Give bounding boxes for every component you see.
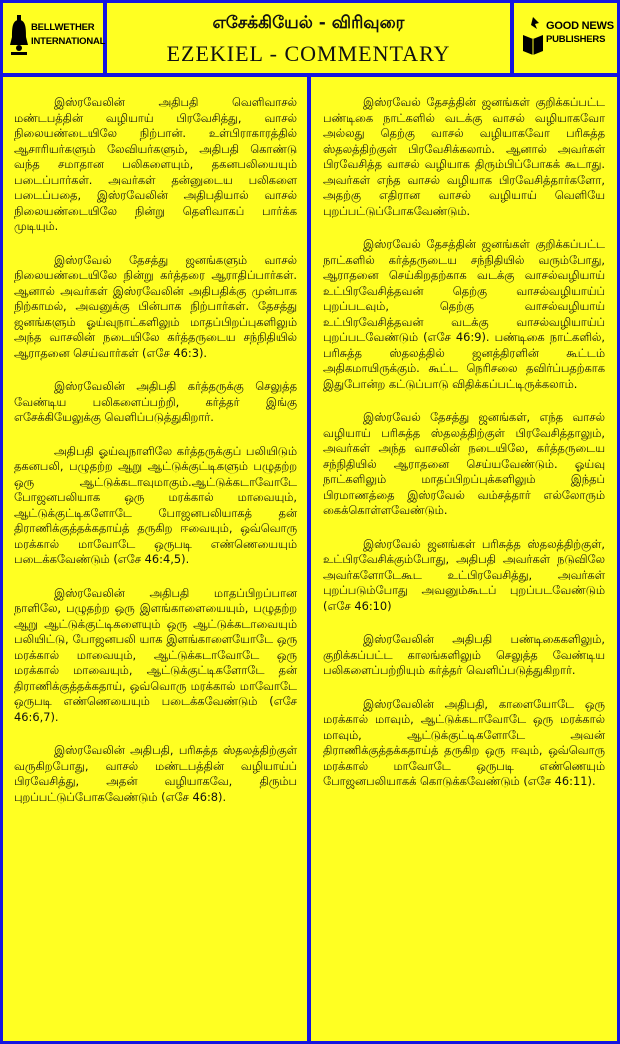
commentary-paragraph: இஸ்ரவேல் தேசத்து ஜனங்கள், எந்த வாசல் வழியாய் பரிசுத்த ஸ்தலத்திற்குள் பிரவேசித்தாலும், அவர்கள் அந்த வாசலின் நடையிலே, கர்த்தருடைய சந்நிதியில் ஆராதனை செய்யவேண்டும். ஓய்வு நாட்களிலும் மாதப்பிறப்புக்களிலும் இந்தப் பிரமாணத்தை இஸ்ரவேல் வம்சத்தார் எல்லோரும் கைக்கொள்ளவேண்டும்.	[323, 410, 605, 517]
bellwether-logo	[3, 3, 106, 73]
bell-icon	[9, 15, 29, 59]
right-column	[311, 77, 617, 1041]
title-english: EZEKIEL - COMMENTARY	[166, 41, 451, 66]
good-news-logo	[514, 3, 617, 73]
bellwether-logo-text: BELLWETHER INTERNATIONAL	[31, 22, 106, 47]
commentary-paragraph: இஸ்ரவேல் தேசத்து ஜனங்களும் வாசல் நிலையண்டையிலே நின்று கர்த்தரை ஆராதிப்பார்கள். ஆனால் அவர்கள் இஸ்ரவேலின் அதிபதிக்கு முன்பாக நிற்காமல், அவனுக்கு பின்பாக நிற்பார்கள். தேசத்து ஜனங்களும் ஓய்வுநாட்களிலும் மாதப்பிறப்புகளிலும் அந்த வாசலின் நடையிலே கர்த்தருடைய சந்நிதியில் ஆராதனை செய்வார்கள் (எசே 46:3).	[14, 252, 297, 360]
commentary-paragraph: இஸ்ரவேலின் அதிபதி பண்டிகைகளிலும், குறிக்கப்பட்ட காலங்களிலும் செலுத்த வேண்டிய பலிகளைப்பற்றியும் கர்த்தர் வெளிப்படுத்துகிறார்.	[323, 632, 605, 677]
commentary-paragraph: இஸ்ரவேலின் அதிபதி மாதப்பிறப்பான நாளிலே, பழுதற்ற ஒரு இளங்காளையையும், பழுதற்ற ஆறு ஆட்டுக்குட்டிகளையும் ஒரு ஆட்டுக்கடாவையும் பலியிட்டு, போஜனபலி யாக இளங்காளையோடே ஒரு மரக்கால் மாவையும், ஆட்டுக்கடாவோடே ஒரு மரக்கால் மாவையும், ஆட்டுக்குட்டிகளோடே தன் திராணிக்குத்தக்கதாய், ஒவ்வொரு மரக்கால் மாவோடே ஒருபடி எண்ணெயையும் படைக்கவேண்டும் (எசே 46:6,7).	[14, 585, 297, 724]
commentary-paragraph: அதிபதி ஓய்வுநாளிலே கர்த்தருக்குப் பலியிடும் தகனபலி, பழுதற்ற ஆறு ஆட்டுக்குட்டிகளும் பழுதற்ற ஒரு ஆட்டுக்கடாவுமாகும்.ஆட்டுக்கடாவோடே போஜனபலியாக ஒரு மரக்கால் மாவையும், ஆட்டுக்குட்டிகளோடே போஜனபலியாகத் தன் திராணிக்குத்தக்கதாய்த் தருகிற ஈவையும், ஒவ்வொரு மரக்கால் மாவோடே ஒருபடி எண்ணெயையும் படைக்கவேண்டும் (எசே 46:4,5).	[14, 443, 297, 566]
book-bird-icon	[521, 15, 545, 59]
page-header	[107, 3, 510, 73]
commentary-paragraph: இஸ்ரவேலின் அதிபதி, காளையோடே ஒரு மரக்கால் மாவும், ஆட்டுக்கடாவோடே ஒரு மரக்கால் மாவும், ஆட்டுக்குட்டிகளோடே அவன் திராணிக்குத்தக்கதாய்த் தருகிற ஒரு ஈவும், ஒவ்வொரு மரக்கால் மாவோடே ஒருபடி எண்ணெயும் போஜனபலியாகக் கொடுக்கவேண்டும் (எசே 46:11).	[323, 696, 605, 788]
commentary-paragraph: இஸ்ரவேலின் அதிபதி கர்த்தருக்கு செலுத்த வேண்டிய பலிகளைப்பற்றி, கர்த்தர் இங்கு எசேக்கியேலுக்கு வெளிப்படுத்துகிறார்.	[14, 379, 297, 424]
commentary-paragraph: இஸ்ரவேலின் அதிபதி, பரிசுத்த ஸ்தலத்திற்குள் வருகிறபோது, வாசல் மண்டபத்தின் வழியாய்ப் பிரவேசித்து, அதன் வழியாகவே, திரும்ப புறப்பட்டுப்போகவேண்டும் (எசே 46:8).	[14, 743, 297, 804]
commentary-paragraph: இஸ்ரவேல் தேசத்தின் ஜனங்கள் குறிக்கப்பட்ட பண்டிகை நாட்களில் வடக்கு வாசல் வழியாகவோ அல்லது தெற்கு வாசல் வழியாகவோ பரிசுத்த ஸ்தலத்திற்குள் பிரவேசிக்கலாம். ஆனால் அவர்கள் பிரவேசித்த வாசல் வழியாக திரும்பிப்போகக் கூடாது. அவர்கள் எந்த வாசல் வழியாக பிரவேசித்தார்களோ, அதற்கு எதிரான வாசல் வழியாய் வெளியே புறப்பட்டுப்போகவேண்டும்.	[323, 95, 605, 218]
left-column	[3, 77, 307, 1041]
title-tamil: எசேக்கியேல் - விரிவுரை	[212, 13, 405, 33]
commentary-paragraph: இஸ்ரவேலின் அதிபதி வெளிவாசல் மண்டபத்தின் வழியாய் பிரவேசித்து, வாசல் நிலையண்டையிலே நிற்பான். உள்பிராகாரத்தில் ஆசாரியர்களும் லேவியர்களும், அதிபதி கொண்டு வந்த சமாதான பலிகளையும், தகனபலியையும் படைப்பார்கள். அவர்கள் தன்னுடைய பலிகளை படைப்பதை, இஸ்ரவேலின் அதிபதியால் வாசல் நிலையண்டையிலே நின்று தெளிவாகப் பார்க்க முடியும்.	[14, 95, 297, 233]
good-news-logo-text: GOOD NEWS PUBLISHERS	[546, 20, 614, 45]
commentary-paragraph: இஸ்ரவேல் தேசத்தின் ஜனங்கள் குறிக்கப்பட்ட நாட்களில் கர்த்தருடைய சந்நிதியில் வரும்போது, ஆராதனை செய்கிறதற்காக வடக்கு வாசல்வழியாய் உட்பிரவேசித்தவன் தெற்கு வாசல்வழியாய்ப் புறப்படவும், தெற்கு வாசல்வழியாய் உட்பிரவேசித்தவன் வடக்கு வாசல்வழியாய்ப் புறப்படவேண்டும் (எசே 46:9). பண்டிகை நாட்களில், பரிசுத்த ஸ்தலத்தில் ஜனத்திரளின் கூட்டம் அதிகமாயிருக்கும். கூட்ட நெரிசலை தவிர்ப்பதற்காக இதுபோன்ற கட்டுப்பாடு விதிக்கப்பட்டிருக்கலாம்.	[323, 237, 605, 391]
commentary-paragraph: இஸ்ரவேல் ஜனங்கள் பரிசுத்த ஸ்தலத்திற்குள், உட்பிரவேசிக்கும்போது, அதிபதி அவர்கள் நடுவிலே அவர்களோடேகூட உட்பிரவேசித்து, அவர்கள் புறப்படும்போது அவனும்கூடப் புறப்படவேண்டும் (எசே 46:10)	[323, 536, 605, 613]
